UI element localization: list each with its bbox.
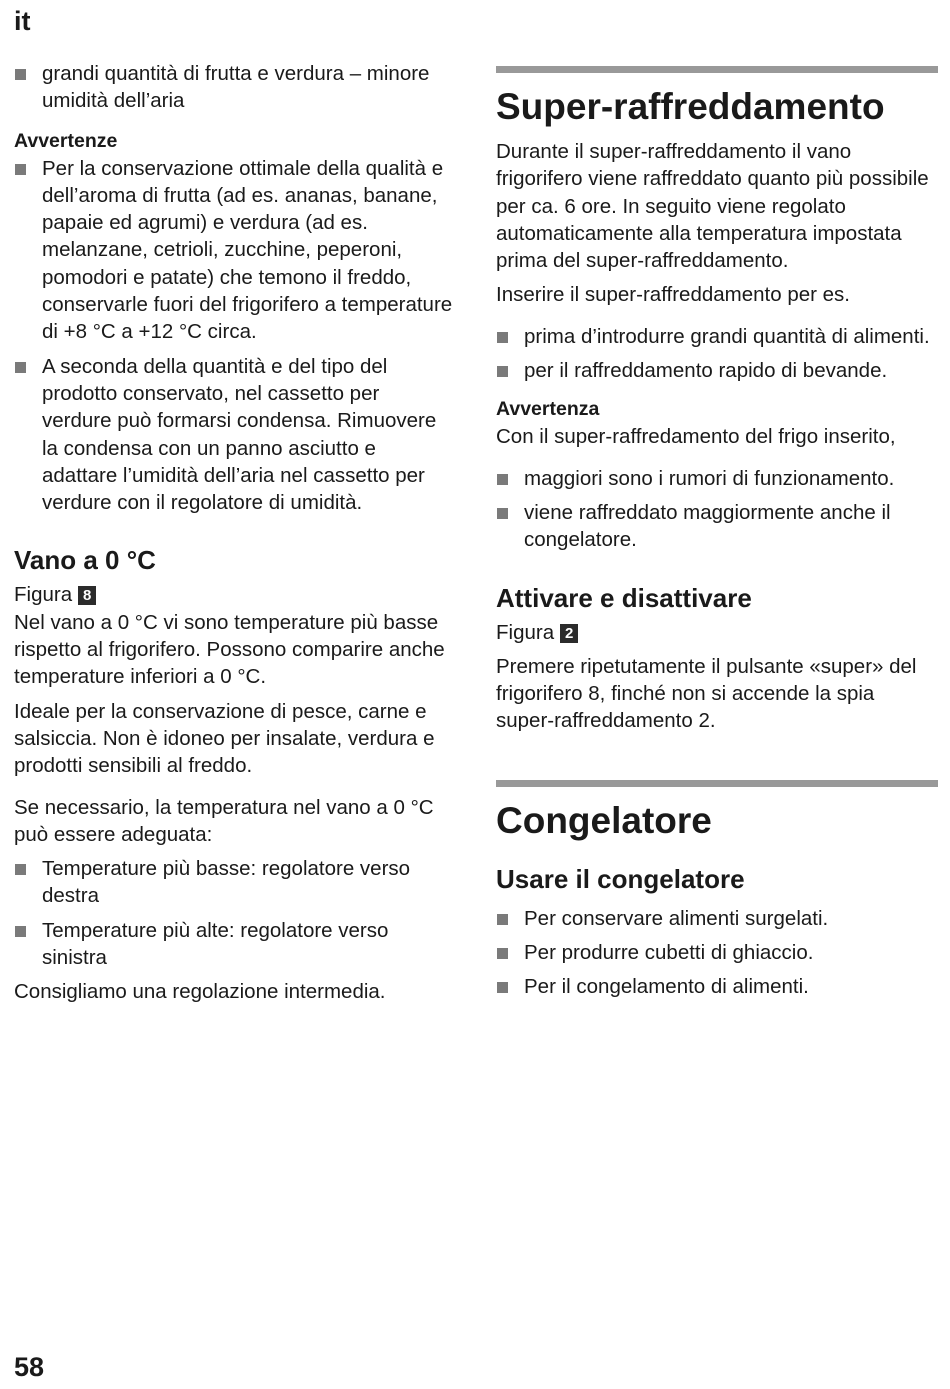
list-item: Per produrre cubetti di ghiaccio. <box>496 939 938 966</box>
square-bullet-icon <box>15 926 26 937</box>
square-bullet-icon <box>497 948 508 959</box>
paragraph: Consigliamo una regolazione intermedia. <box>14 980 386 1004</box>
figure-reference: Figura 8 <box>14 581 454 608</box>
list-item: Per il congelamento di alimenti. <box>496 973 938 1000</box>
square-bullet-icon <box>15 362 26 373</box>
vano-list <box>14 855 454 971</box>
square-bullet-icon <box>497 474 508 485</box>
list-item: A seconda della quantità e del tipo del prodotto conservato, nel cassetto per verdure può formarsi condensa. Rimuovere la condensa con un panno asciutto e adattare l’umidità dell’aria nel cassetto per verdure con il regolatore di umidità. <box>14 353 454 517</box>
square-bullet-icon <box>497 982 508 993</box>
super-list <box>496 323 938 385</box>
notes-list <box>14 155 454 517</box>
square-bullet-icon <box>15 164 26 175</box>
paragraph: Se necessario, la temperatura nel vano a 0 °C può essere adeguata: <box>14 795 434 846</box>
section-heading-vano: Vano a 0 °C <box>14 545 156 576</box>
figure-reference: Figura 2 <box>496 619 938 646</box>
paragraph: Inserire il super-raffreddamento per es. <box>496 283 850 307</box>
figure-number-badge: 8 <box>78 586 96 605</box>
square-bullet-icon <box>497 914 508 925</box>
list-item: viene raffreddato maggiormente anche il congelatore. <box>496 499 938 554</box>
section-heading-attivare: Attivare e disattivare <box>496 582 752 613</box>
language-code: it <box>14 6 31 36</box>
section-heading-super: Super-raffreddamento <box>496 86 885 127</box>
square-bullet-icon <box>497 332 508 343</box>
note-list <box>496 465 938 554</box>
page-number: 58 <box>14 1352 45 1382</box>
list-item: maggiori sono i rumori di funzionamento. <box>496 465 938 492</box>
subsection-heading-usare: Usare il congelatore <box>496 863 745 894</box>
figure-number-badge: 2 <box>560 624 578 643</box>
list-item: per il raffreddamento rapido di bevande. <box>496 357 938 384</box>
list-item: prima d’introdurre grandi quantità di alimenti. <box>496 323 938 350</box>
intro-list <box>14 60 454 115</box>
list-item: Temperature più basse: regolatore verso destra <box>14 855 454 910</box>
section-heading-congelatore: Congelatore <box>496 799 712 841</box>
list-item: Temperature più alte: regolatore verso sinistra <box>14 917 454 972</box>
notes-heading: Avvertenze <box>14 129 118 152</box>
right-column <box>496 66 938 1001</box>
square-bullet-icon <box>15 864 26 875</box>
paragraph: Ideale per la conservazione di pesce, carne e salsiccia. Non è idoneo per insalate, verdura e prodotti sensibili al freddo. <box>14 699 435 778</box>
left-column <box>14 60 454 1006</box>
list-item: grandi quantità di frutta e verdura – minore umidità dell’aria <box>14 60 454 115</box>
list-item: Per la conservazione ottimale della qualità e dell’aroma di frutta (ad es. ananas, banane, papaie ed agrumi) e verdura (ad es. melanzane, cetrioli, zucchine, peperoni, pomodori e patate) che temono il freddo, conservarle fuori del frigorifero a temperature di +8 °C a +12 °C circa. <box>14 155 454 346</box>
note-heading: Avvertenza <box>496 398 600 421</box>
paragraph: Nel vano a 0 °C vi sono temperature più basse rispetto al frigorifero. Possono comparire anche temperature inferiori a 0 °C. <box>14 610 445 689</box>
square-bullet-icon <box>15 69 26 80</box>
section-divider <box>496 66 938 73</box>
list-item: Per conservare alimenti surgelati. <box>496 905 938 932</box>
paragraph: Premere ripetutamente il pulsante «super» del frigorifero 8, finché non si accende la spia super-raffreddamento 2. <box>496 654 917 733</box>
square-bullet-icon <box>497 508 508 519</box>
paragraph: Durante il super-raffreddamento il vano frigorifero viene raffreddato quanto più possibile per ca. 6 ore. In seguito viene regolato automaticamente alla temperatura impostata prima del super-raffreddamento. <box>496 140 929 273</box>
usare-list <box>496 905 938 1001</box>
section-divider <box>496 780 938 787</box>
paragraph: Con il super-raffredamento del frigo inserito, <box>496 425 896 449</box>
square-bullet-icon <box>497 366 508 377</box>
